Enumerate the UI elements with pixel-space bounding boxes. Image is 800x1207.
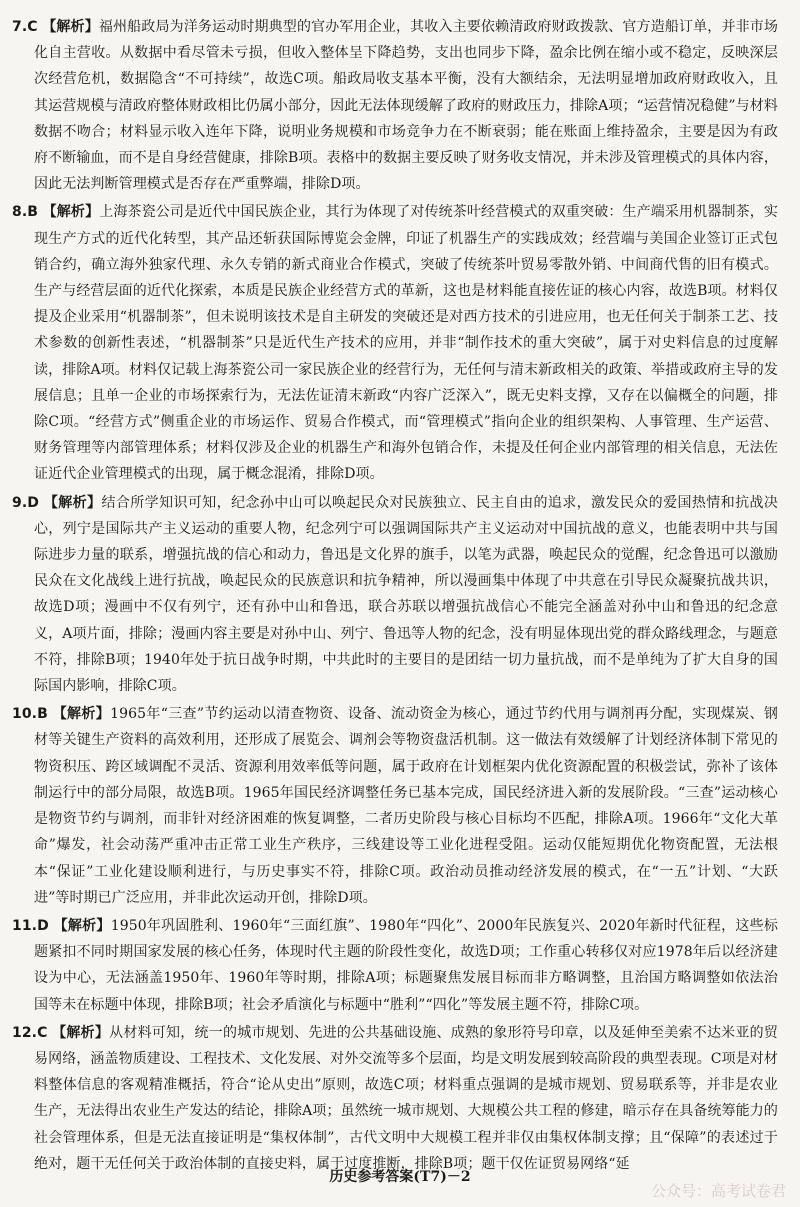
answer-paragraph bbox=[12, 199, 778, 487]
answer-paragraph bbox=[12, 14, 778, 197]
analysis-text: 福州船政局为洋务运动时期典型的官办军用企业，其收入主要依赖清政府财政拨款、官方造船订单，并非市场化自主营收。从数据中看尽管未亏损，但收入整体呈下降趋势，支出也同步下降，盈余比例在缩小或不稳定，反映深层次经营危机，数据隐含“不可持续”，故选C项。船政局收支基本平衡，没有大额结余，无法明显增加政府财政收入，且其运营规模与清政府整体财政相比仍属小部分，因此无法体现缓解了政府的财政压力，排除A项；“运营情况稳健”与材料数据不吻合；材料显示收入连年下降，说明业务规模和市场竞争力在不断衰弱；能在账面上维持盈余，主要是因为有政府不断输血，而不是自身经营健康，排除B项。表格中的数据主要反映了财务收支情况，并未涉及管理模式的具体内容，因此无法判断管理模式是否存在严重弊端，排除D项。 bbox=[34, 19, 779, 193]
answer-item-8 bbox=[12, 199, 778, 487]
analysis-tag: 【解析】 bbox=[42, 204, 100, 221]
answer-item-9 bbox=[12, 490, 778, 700]
answer-item-11 bbox=[12, 913, 778, 1018]
analysis-tag: 【解析】 bbox=[52, 1024, 110, 1041]
answer-item-10 bbox=[12, 701, 778, 911]
answer-letter: D bbox=[27, 494, 39, 511]
analysis-text: 1950年巩固胜利、1960年“三面红旗”、1980年“四化”、2000年民族复兴、2020年新时代征程，这些标题紧扣不同时期国家发展的核心任务，体现时代主题的阶段性变化，故选D项；工作重心转移仅对应1978年后以经济建设为中心，无法涵盖1950年、1960年等时期，排除A项；标题聚焦发展目标而非方略调整，且治国方略调整如依法治国等未在标题中体现，排除B项；社会矛盾演化与标题中“胜利”“四化”等发展主题不符，排除C项。 bbox=[34, 917, 779, 1013]
answer-paragraph bbox=[12, 701, 778, 911]
answer-item-12 bbox=[12, 1020, 778, 1177]
watermark-text: 公众号：高考试卷君 bbox=[650, 1182, 786, 1200]
analysis-tag: 【解析】 bbox=[43, 494, 102, 511]
page-footer: 历史参考答案(T7)－2 bbox=[329, 1169, 471, 1185]
analysis-text: 从材料可知，统一的城市规划、先进的公共基础设施、成熟的象形符号印章，以及延伸至美索不达米亚的贸易网络，涵盖物质建设、工程技术、文化发展、对外交流等多个层面，均是文明发展到较高阶段的典型表现。C项是对材料整体信息的客观精准概括，符合“论从史出”原则，故选C项；材料重点强调的是城市规划、贸易联系等，并非是农业生产，无法得出农业生产发达的结论，排除A项；虽然统一城市规划、大规模公共工程的修建，暗示存在具备统筹能力的社会管理体系，但是无法直接证明是“集权体制”，古代文明中大规模工程并非仅由集权体制支撑；且“保障”的表述过于绝对，题干无任何关于政治体制的直接史料，属于过度推断，排除B项；题干仅佐证贸易网络“延 bbox=[34, 1024, 779, 1172]
answer-paragraph bbox=[12, 1020, 778, 1177]
question-number: 7. bbox=[12, 19, 28, 35]
analysis-text: 结合所学知识可知，纪念孙中山可以唤起民众对民族独立、民主自由的追求，激发民众的爱国热情和抗战决心，列宁是国际共产主义运动的重要人物，纪念列宁可以强调国际共产主义运动对中国抗战的意义，也能表明中共与国际进步力量的联系，增强抗战的信心和动力，鲁迅是文化界的旗手，以笔为武器，唤起民众的觉醒，纪念鲁迅可以激励民众在文化战线上进行抗战，唤起民众的民族意识和抗争精神，所以漫画集中体现了中共意在引导民众凝聚抗战共识，故选D项；漫画中不仅有列宁，还有孙中山和鲁迅，联合苏联以增强抗战信心不能完全涵盖对孙中山和鲁迅的纪念意义，A项片面，排除；漫画内容主要是对孙中山、列宁、鲁迅等人物的纪念，没有明显体现出党的群众路线理念，与题意不符，排除B项；1940年处于抗日战争时期，中共此时的主要目的是团结一切力量抗战，而不是单纯为了扩大自身的国际国内影响，排除C项。 bbox=[34, 494, 778, 695]
answer-item-7 bbox=[12, 14, 778, 197]
question-number: 12. bbox=[12, 1024, 38, 1041]
question-number: 9. bbox=[12, 494, 28, 511]
question-number: 11. bbox=[12, 917, 38, 934]
answer-paragraph bbox=[12, 913, 778, 1018]
analysis-text: 1965年“三查”节约运动以清查物资、设备、流动资金为核心，通过节约代用与调剂再分配，实现煤炭、钢材等关键生产资料的高效利用，还形成了展览会、调剂会等物资盘活机制。这一做法有效缓解了计划经济体制下常见的物资积压、跨区域调配不灵活、资源利用效率低等问题，属于政府在计划框架内优化资源配置的积极尝试，弥补了该体制运行中的部分局限，故选B项。1965年国民经济调整任务已基本完成，国民经济进入新的发展阶段。“三查”运动核心是物资节约与调剂，而非针对经济困难的恢复调整，二者历史阶段与核心目标均不匹配，排除A项。1966年“文化大革命”爆发，社会动荡严重冲击正常工业生产秩序，三线建设等工业化进程受阻。运动仅能短期优化物资配置，无法根本“保证”工业化建设顺利进行，与历史事实不符，排除C项。政治动员推动经济发展的模式，在“一五”计划、“大跃进”等时期已广泛应用，并非此次运动开创，排除D项。 bbox=[34, 706, 778, 906]
analysis-tag: 【解析】 bbox=[53, 917, 111, 934]
answer-letter: C bbox=[37, 1024, 48, 1041]
question-number: 8. bbox=[12, 204, 28, 221]
analysis-tag: 【解析】 bbox=[52, 706, 111, 723]
analysis-tag: 【解析】 bbox=[42, 19, 99, 35]
analysis-text: 上海茶瓷公司是近代中国民族企业，其行为体现了对传统茶叶经营模式的双重突破：生产端采用机器制茶，实现生产方式的近代化转型，其产品还斩获国际博览会金牌，印证了机器生产的实践成效；经营端与美国企业签订正式包销合约，确立海外独家代理、永久专销的新式商业合作模式，突破了传统茶叶贸易零散外销、中间商代售的旧有模式。生产与经营层面的近代化探索，本质是民族企业经营方式的革新，这也是材料能直接佐证的核心内容，故选B项。材料仅提及企业采用“机器制茶”，但未说明该技术是自主研发的突破还是对西方技术的引进应用，也无任何关于制茶工艺、技术参数的创新性表述，“机器制茶”只是近代生产技术的应用，并非“制作技术的重大突破”，属于对史料信息的过度解读，排除A项。材料仅记载上海茶瓷公司一家民族企业的经营行为，无任何与清末新政相关的政策、举措或政府主导的发展信息；且单一企业的市场探索行为，无法佐证清末新政“内容广泛深入”，既无史料支撑，又存在以偏概全的问题，排除C项。“经营方式”侧重企业的市场运作、贸易合作模式，而“管理模式”指向企业的组织架构、人事管理、生产运营、财务管理等内部管理体系；材料仅涉及企业的机器生产和海外包销合作，未提及任何企业内部管理的相关信息，无法佐证近代企业管理模式的出现，属于概念混淆，排除D项。 bbox=[34, 204, 778, 483]
answer-letter: C bbox=[27, 19, 38, 35]
answer-letter: B bbox=[27, 204, 39, 221]
answer-letter: D bbox=[37, 917, 49, 934]
answer-letter: B bbox=[37, 706, 48, 723]
question-number: 10. bbox=[12, 706, 38, 723]
answer-paragraph bbox=[12, 490, 778, 700]
